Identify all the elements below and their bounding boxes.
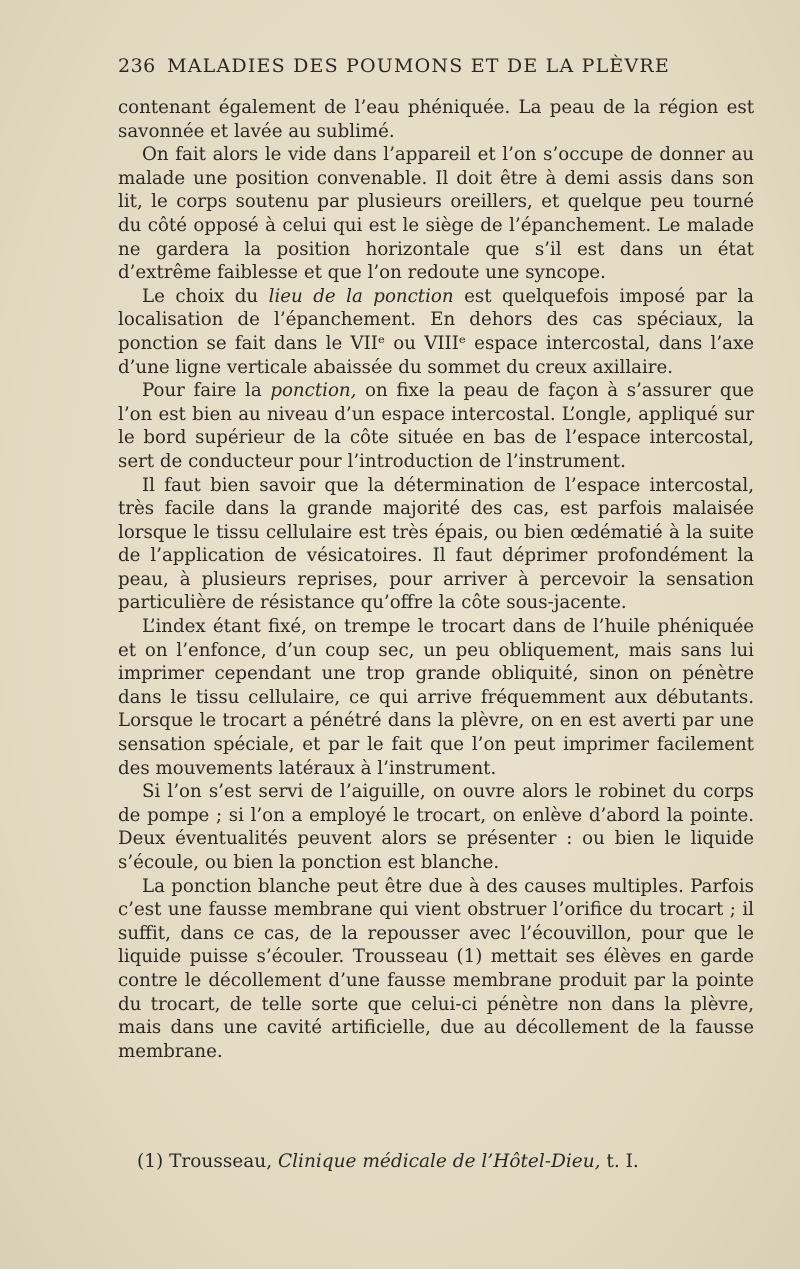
page-number: 236 [118, 55, 156, 77]
paragraph: L’index étant fixé, on trempe le trocart dans de l’huile phéniquée et on l’enfonce, d’un coup sec, un peu obliquement, mais sans lui imprimer cependant une trop grande obliquité, sinon on pénètre dans le tissu cellulaire, ce qui arrive fréquemment aux débutants. Lorsque le trocart a pénétré dans la plèvre, on en est averti par une sensation spéciale, et par le fait que l’on peut imprimer facilement des mouvements latéraux à l’instrument. [118, 616, 754, 779]
paragraph-text: est quelquefois imposé par la localisation de l’épanchement. En dehors des cas spéciaux, la ponction se fait dans le VIIᵉ ou VIIIᵉ espace intercostal, dans l’axe d’une ligne verticale abaissée du sommet du creux axillaire. [118, 285, 754, 378]
running-title: MALADIES DES POUMONS ET DE LA PLÈVRE [167, 55, 670, 77]
paragraph-text: Pour faire la [142, 380, 271, 402]
paragraph: Il faut bien savoir que la détermination de l’espace intercostal, très facile dans la grande majorité des cas, est parfois malaisée lorsque le tissu cellulaire est très épais, ou bien œdématié à la suite de l’application de vésicatoires. Il faut déprimer profondément la peau, à plusieurs reprises, pour arriver à percevoir la sensation particulière de résistance qu’offre la côte sous-jacente. [118, 474, 754, 614]
page-body [118, 96, 754, 1063]
paragraph-text: on fixe la peau de façon à s’assurer que l’on est bien au niveau d’un espace intercostal. L’ongle, appliqué sur le bord supérieur de la côte située en bas de l’espace intercostal, sert de conducteur pour l’introduction de l’instrument. [118, 380, 754, 472]
footnote-emphasis: Clinique médicale de l’Hôtel-Dieu, [277, 1151, 601, 1172]
footnote-text: t. I. [600, 1151, 639, 1172]
paragraph-emphasis: ponction, [270, 380, 357, 402]
paragraph: On fait alors le vide dans l’appareil et l’on s’occupe de donner au malade une position convenable. Il doit être à demi assis dans son lit, le corps soutenu par plusieurs oreillers, et quelque peu tourné du côté opposé à celui qui est le siège de l’épanchement. Le malade ne gardera la position horizontale que s’il est dans un état d’extrême faiblesse et que l’on redoute une syncope. [118, 144, 754, 284]
paragraph: contenant également de l’eau phéniquée. La peau de la région est savonnée et lavée au sublimé. [118, 97, 754, 142]
paragraph-emphasis: lieu de la ponction [268, 285, 454, 307]
running-header [118, 55, 670, 77]
paragraph-text: Le choix du [142, 285, 269, 307]
paragraph: La ponction blanche peut être due à des causes multiples. Parfois c’est une fausse membrane qui vient obstruer l’orifice du trocart ; il suffit, dans ce cas, de la repousser avec l’écouvillon, pour que le liquide puisse s’écouler. Trousseau (1) mettait ses élèves en garde contre le décollement d’une fausse membrane produit par la pointe du trocart, de telle sorte que celui-ci pénètre non dans la plèvre, mais dans une cavité artificielle, due au décollement de la fausse membrane. [118, 875, 754, 1062]
footnote [137, 1150, 757, 1174]
paragraph [118, 285, 754, 379]
paragraph: Si l’on s’est servi de l’aiguille, on ouvre alors le robinet du corps de pompe ; si l’on a employé le trocart, on enlève d’abord la pointe. Deux éventualités peuvent alors se présenter : ou bien le liquide s’écoule, ou bien la ponction est blanche. [118, 781, 754, 873]
footnote-text: (1) Trousseau, [137, 1151, 278, 1172]
paragraph [118, 379, 754, 473]
